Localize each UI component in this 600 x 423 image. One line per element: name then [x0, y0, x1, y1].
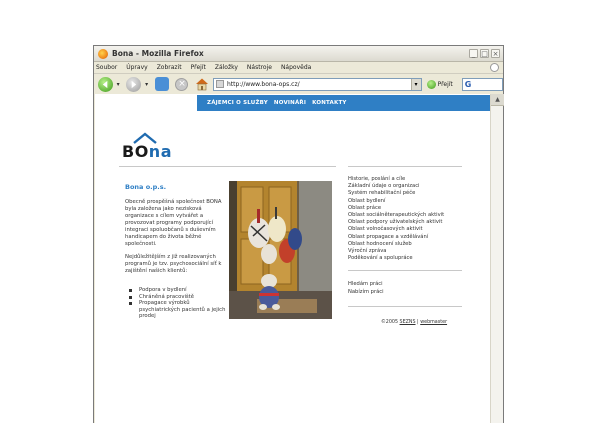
copyright-text: ©2005	[381, 320, 400, 325]
services-intro-paragraph: Nejdůležitějším z již realizovaných programů je tzv. psychosociální síť k zajištění našich klientů:	[125, 254, 222, 274]
url-dropdown[interactable]: ▾	[411, 79, 421, 90]
site-top-nav	[197, 95, 490, 111]
title-bar[interactable]	[94, 46, 503, 62]
list-item: Podpora v bydlení	[129, 287, 229, 294]
window-title: Bona - Mozilla Firefox	[112, 49, 204, 58]
menu-bar	[94, 62, 503, 74]
page-content	[95, 94, 490, 423]
reload-icon	[155, 77, 169, 91]
menu-view[interactable]: Zobrazit	[156, 64, 182, 71]
list-item: Propagace výrobků psychiatrických pacientů a jejich prodej	[129, 300, 229, 320]
google-search-icon: G	[464, 79, 472, 89]
navigation-toolbar	[94, 74, 503, 94]
stop-icon: ×	[175, 78, 188, 91]
back-history-dropdown[interactable]: ▾	[116, 80, 120, 88]
go-button[interactable]	[427, 80, 453, 89]
side-menu-item-leisure[interactable]: Oblast volnočasových aktivit	[348, 226, 423, 233]
jobs-menu	[348, 281, 384, 296]
url-bar[interactable]	[213, 78, 422, 91]
footer	[381, 320, 447, 325]
side-menu-item-promotion[interactable]: Oblast propagace a vzdělávání	[348, 233, 429, 240]
divider	[348, 166, 462, 167]
reload-button[interactable]	[154, 76, 171, 92]
side-menu-item-basic-info[interactable]: Základní údaje o organizaci	[348, 183, 420, 190]
divider	[348, 306, 462, 307]
side-menu-item-social-therapy[interactable]: Oblast sociálněterapeutických aktivit	[348, 212, 445, 219]
side-menu-item-history[interactable]: Historie, poslání a cíle	[348, 176, 406, 182]
about-menu	[348, 176, 444, 262]
menu-file[interactable]: Soubor	[96, 64, 118, 71]
bona-logo[interactable]	[119, 132, 172, 162]
menu-help[interactable]: Nápověda	[280, 64, 312, 71]
side-menu-item-user-activities[interactable]: Oblast podpory uživatelských aktivit	[348, 219, 443, 226]
scroll-up-button[interactable]: ▲	[491, 94, 504, 106]
menu-go[interactable]: Přejít	[190, 64, 206, 71]
browser-window	[93, 45, 504, 423]
firefox-icon	[98, 49, 108, 59]
throbber-icon	[490, 63, 499, 72]
stop-button[interactable]	[174, 76, 191, 92]
footer-link-webmaster[interactable]: webmaster	[420, 320, 448, 325]
divider	[348, 270, 462, 271]
menu-tools[interactable]: Nástroje	[246, 64, 272, 71]
services-list	[129, 287, 229, 320]
forward-history-dropdown[interactable]: ▾	[145, 80, 149, 88]
minimize-button[interactable]: _	[469, 49, 478, 58]
side-menu-item-housing[interactable]: Oblast bydlení	[348, 197, 386, 204]
search-input[interactable]	[462, 78, 503, 91]
side-menu-item-offering-job[interactable]: Nabízím práci	[348, 288, 384, 295]
topnav-link-contacts[interactable]: KONTAKTY	[312, 100, 347, 106]
side-menu-item-work[interactable]: Oblast práce	[348, 204, 382, 211]
forward-button[interactable]	[126, 76, 143, 92]
forward-arrow-icon	[126, 77, 141, 92]
home-button[interactable]	[193, 76, 210, 92]
go-label: Přejít	[437, 80, 453, 88]
intro-paragraph: Obecně prospěšná společnost BONA byla založena jako nezisková organizace s cílem vytvářet a provozovat programy podporující integraci spoluobčanů s duševním handicapem do života běžné společnosti.	[125, 199, 222, 247]
menu-edit[interactable]: Úpravy	[126, 64, 148, 71]
bags-photo	[229, 181, 332, 319]
side-menu-item-evaluation[interactable]: Oblast hodnocení služeb	[348, 240, 412, 247]
maximize-button[interactable]: □	[481, 50, 488, 58]
url-text: http://www.bona-ops.cz/	[226, 80, 300, 88]
topnav-link-press[interactable]: NOVINÁŘI	[273, 100, 307, 106]
logo-text-main: BO	[122, 142, 149, 161]
divider	[119, 166, 336, 167]
side-menu-item-thanks[interactable]: Poděkování a spolupráce	[348, 255, 413, 262]
list-item: Chráněná pracoviště	[129, 294, 229, 301]
go-arrow-icon	[427, 80, 436, 89]
logo-text-accent: na	[148, 142, 172, 161]
menu-bookmarks[interactable]: Záložky	[214, 64, 238, 71]
vertical-scrollbar[interactable]	[490, 94, 503, 423]
page-heading: Bona o.p.s.	[125, 183, 167, 191]
footer-link-sezns[interactable]: SEZNS	[399, 320, 416, 325]
side-menu-item-seeking-job[interactable]: Hledám práci	[348, 281, 383, 287]
side-menu-item-annual-report[interactable]: Výroční zpráva	[348, 248, 387, 255]
logo-text	[122, 142, 172, 161]
page-favicon-icon	[216, 80, 224, 88]
side-menu-item-rehab-system[interactable]: Systém rehabilitační péče	[348, 190, 416, 197]
home-icon	[195, 77, 209, 91]
topnav-link-clients[interactable]: ZÁJEMCI O SLUŽBY	[207, 100, 268, 106]
footer-separator: |	[415, 320, 421, 325]
close-button[interactable]: ×	[492, 50, 499, 58]
back-button[interactable]	[97, 76, 114, 92]
back-arrow-icon	[98, 77, 113, 92]
